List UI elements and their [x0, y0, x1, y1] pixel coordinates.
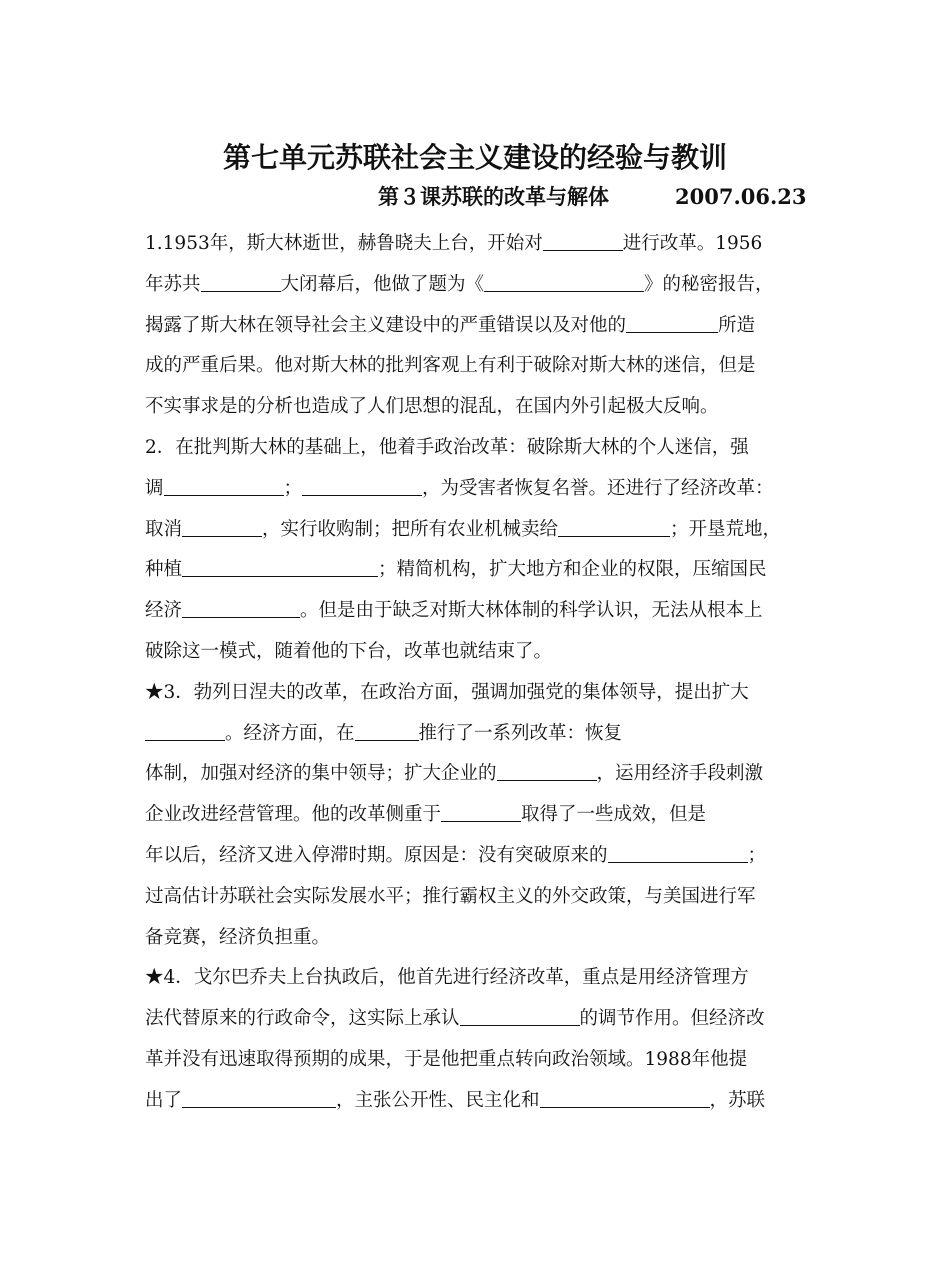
fill-in-blank[interactable] — [164, 474, 284, 496]
text-segment: 成的严重后果。他对斯大林的批判客观上有利于破除对斯大林的迷信，但是 — [145, 355, 756, 377]
fill-in-blank[interactable] — [201, 270, 281, 292]
text-line — [145, 958, 825, 999]
lesson-subtitle — [378, 183, 807, 211]
text-line — [145, 224, 825, 265]
fill-in-blank[interactable] — [182, 596, 300, 618]
text-line — [145, 306, 825, 347]
lesson-name: 第３课苏联的改革与解体 — [378, 184, 609, 209]
fill-in-blank[interactable] — [460, 1004, 580, 1026]
text-segment: 过高估计苏联社会实际发展水平；推行霸权主义的外交政策，与美国进行军 — [145, 885, 756, 907]
text-segment: 体制，加强对经济的集中领导；扩大企业的 — [145, 763, 497, 785]
text-line — [145, 510, 825, 551]
fill-in-blank[interactable] — [626, 311, 718, 333]
text-line — [145, 387, 825, 428]
text-line — [145, 918, 825, 959]
text-segment: 的调节作用。但经济改 — [579, 1008, 765, 1030]
fill-in-blank[interactable] — [608, 841, 748, 863]
text-segment: 取得了一些成效，但是 — [521, 804, 707, 826]
fill-in-blank[interactable] — [182, 555, 378, 577]
text-segment: 2．在批判斯大林的基础上，他着手政治改革：破除斯大林的个人迷信，强 — [145, 436, 749, 458]
text-line — [145, 836, 825, 877]
text-segment: ； — [747, 844, 767, 866]
text-segment: ，苏联 — [709, 1089, 766, 1111]
fill-in-blank[interactable] — [355, 719, 419, 741]
text-segment: ，实行收购制；把所有农业机械卖给 — [262, 518, 559, 540]
fill-in-blank[interactable] — [302, 474, 422, 496]
text-segment: 不实事求是的分析也造成了人们思想的混乱，在国内外引起极大反响。 — [145, 396, 719, 418]
text-segment: 。经济方面，在 — [225, 722, 355, 744]
text-line — [145, 754, 825, 795]
text-segment: 法代替原来的行政命令，这实际上承认 — [145, 1008, 460, 1030]
text-line — [145, 714, 825, 755]
text-line — [145, 673, 825, 714]
text-segment: 备竞赛，经济负担重。 — [145, 926, 331, 948]
text-segment: 推行了一系列改革：恢复 — [418, 722, 623, 744]
text-line — [145, 591, 825, 632]
fill-in-blank[interactable] — [145, 719, 225, 741]
document-title: 第七单元苏联社会主义建设的经验与教训 — [222, 141, 727, 174]
text-segment: ；精简机构，扩大地方和企业的权限，压缩国民 — [378, 559, 767, 581]
text-segment: 揭露了斯大林在领导社会主义建设中的严重错误以及对他的 — [145, 314, 627, 336]
text-segment: 经济 — [145, 600, 183, 622]
text-line — [145, 632, 825, 673]
text-segment: 调 — [145, 477, 164, 499]
text-line — [145, 346, 825, 387]
text-line — [145, 1081, 825, 1122]
text-line — [145, 550, 825, 591]
document-date: 2007.06.23 — [675, 184, 807, 209]
text-segment: 年苏共 — [145, 273, 201, 295]
text-segment: 所造 — [718, 314, 756, 336]
fill-in-blank[interactable] — [484, 270, 644, 292]
text-line — [145, 795, 825, 836]
text-segment: 取消 — [145, 518, 183, 540]
text-segment: 年以后，经济又进入停滞时期。原因是：没有突破原来的 — [145, 844, 608, 866]
text-segment: 》的秘密报告， — [644, 273, 774, 295]
text-segment: ；开垦荒地， — [670, 518, 782, 540]
text-segment: ； — [283, 477, 303, 499]
text-segment: ★4．戈尔巴乔夫上台执政后，他首先进行经济改革，重点是用经济管理方 — [145, 967, 749, 989]
text-line — [145, 265, 825, 306]
text-segment: 革并没有迅速取得预期的成果，于是他把重点转向政治领域。1988年他提 — [145, 1048, 748, 1070]
text-segment: 。但是由于缺乏对斯大林体制的科学认识，无法从根本上 — [300, 600, 763, 622]
fill-in-blank[interactable] — [441, 800, 521, 822]
text-segment: 破除这一模式，随着他的下台，改革也就结束了。 — [145, 640, 553, 662]
fill-in-blank[interactable] — [182, 1086, 336, 1108]
text-segment: ★3．勃列日涅夫的改革，在政治方面，强调加强党的集体领导，提出扩大 — [145, 681, 749, 703]
text-segment: 企业改进经营管理。他的改革侧重于 — [145, 804, 442, 826]
text-segment: 大闭幕后，他做了题为《 — [280, 273, 485, 295]
fill-in-blank[interactable] — [497, 759, 597, 781]
text-segment: 出了 — [145, 1089, 183, 1111]
text-line — [145, 469, 825, 510]
text-segment: ，主张公开性、民主化和 — [336, 1089, 540, 1111]
text-line — [145, 999, 825, 1040]
text-segment: ，运用经济手段刺激 — [596, 763, 764, 785]
text-line — [145, 1040, 825, 1081]
text-segment: 1.1953年，斯大林逝世，赫鲁晓夫上台，开始对 — [145, 233, 543, 254]
worksheet-body — [145, 224, 825, 1122]
fill-in-blank[interactable] — [543, 229, 623, 251]
text-segment: ，为受害者恢复名誉。还进行了经济改革： — [422, 477, 774, 499]
fill-in-blank[interactable] — [182, 515, 262, 537]
text-segment: 种植 — [145, 559, 183, 581]
text-line — [145, 877, 825, 918]
text-segment: 进行改革。1956 — [622, 233, 763, 254]
fill-in-blank[interactable] — [540, 1086, 710, 1108]
text-line — [145, 428, 825, 469]
fill-in-blank[interactable] — [558, 515, 670, 537]
